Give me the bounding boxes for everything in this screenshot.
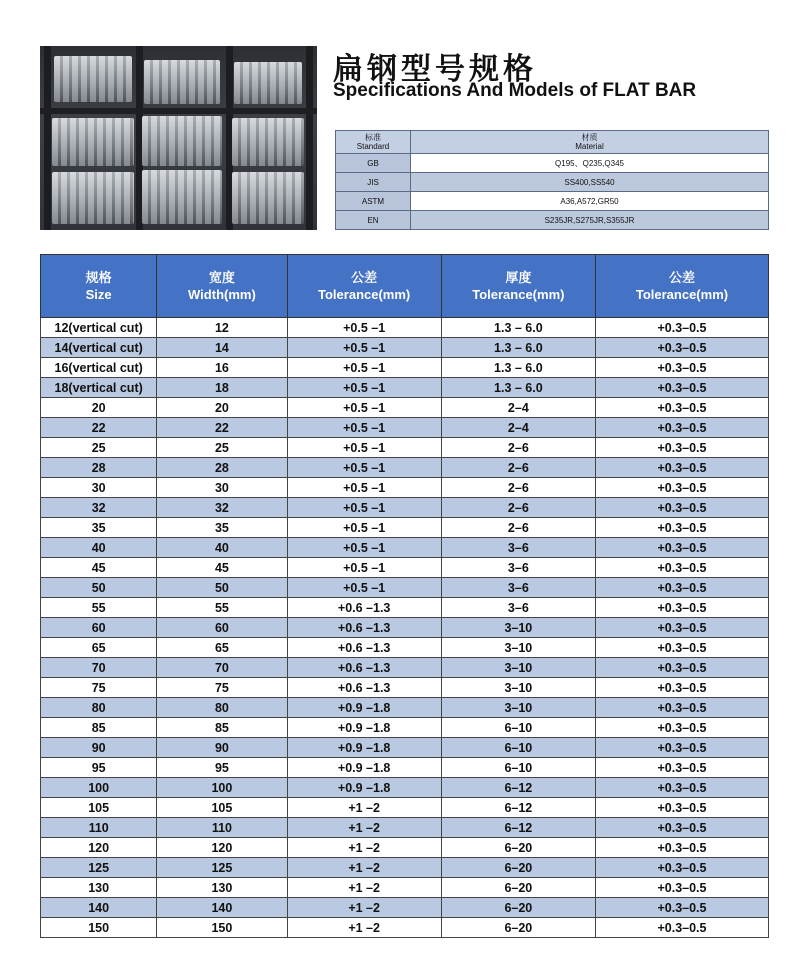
size-cell: 125: [41, 858, 157, 878]
size-cell: 40: [41, 538, 157, 558]
width-cell: 95: [157, 758, 287, 778]
size-cell: 130: [41, 878, 157, 898]
width-tolerance-cell: +0.5 –1: [287, 538, 441, 558]
size-cell: 75: [41, 678, 157, 698]
thickness-cell: 6–12: [441, 778, 595, 798]
header-cn: 宽度: [208, 270, 235, 285]
table-row: [41, 678, 769, 698]
table-row: [41, 658, 769, 678]
width-cell: 40: [157, 538, 287, 558]
width-tolerance-cell: +1 –2: [287, 878, 441, 898]
width-cell: 105: [157, 798, 287, 818]
thickness-cell: 3–6: [441, 598, 595, 618]
size-cell: 30: [41, 478, 157, 498]
table-row: [41, 778, 769, 798]
thickness-cell: 1.3 – 6.0: [441, 318, 595, 338]
width-tolerance-cell: +0.5 –1: [287, 378, 441, 398]
width-tolerance-cell: +0.9 –1.8: [287, 778, 441, 798]
width-cell: 80: [157, 698, 287, 718]
header-cn: 公差: [668, 270, 695, 285]
table-row: [41, 318, 769, 338]
thickness-tolerance-cell: +0.3–0.5: [595, 838, 768, 858]
table-row: [41, 918, 769, 938]
width-tolerance-cell: +0.5 –1: [287, 318, 441, 338]
width-cell: 100: [157, 778, 287, 798]
table-row: [41, 478, 769, 498]
width-tolerance-cell: +0.6 –1.3: [287, 618, 441, 638]
width-cell: 18: [157, 378, 287, 398]
header-cn: 厚度: [505, 270, 532, 285]
thickness-cell: 2–4: [441, 418, 595, 438]
materials-row: [336, 192, 769, 211]
thickness-tolerance-cell: +0.3–0.5: [595, 458, 768, 478]
table-row: [41, 338, 769, 358]
width-tolerance-cell: +0.5 –1: [287, 498, 441, 518]
thickness-cell: 2–6: [441, 458, 595, 478]
width-cell: 140: [157, 898, 287, 918]
materials-row: [336, 173, 769, 192]
flat-bar-photo: [40, 46, 317, 230]
thickness-cell: 3–10: [441, 658, 595, 678]
table-row: [41, 818, 769, 838]
standard-cell: GB: [336, 154, 411, 173]
table-row: [41, 618, 769, 638]
thickness-tolerance-cell: +0.3–0.5: [595, 618, 768, 638]
thickness-tolerance-cell: +0.3–0.5: [595, 678, 768, 698]
thickness-cell: 2–6: [441, 518, 595, 538]
header-width-tolerance: [287, 255, 441, 318]
width-tolerance-cell: +1 –2: [287, 838, 441, 858]
width-tolerance-cell: +0.9 –1.8: [287, 718, 441, 738]
table-row: [41, 838, 769, 858]
table-row: [41, 878, 769, 898]
table-row: [41, 578, 769, 598]
thickness-cell: 6–10: [441, 718, 595, 738]
width-cell: 120: [157, 838, 287, 858]
width-tolerance-cell: +0.9 –1.8: [287, 698, 441, 718]
table-row: [41, 518, 769, 538]
table-row: [41, 638, 769, 658]
materials-header-standard: [336, 131, 411, 154]
header-width: [157, 255, 287, 318]
thickness-tolerance-cell: +0.3–0.5: [595, 758, 768, 778]
header-en: Width(mm): [188, 287, 256, 302]
width-cell: 45: [157, 558, 287, 578]
materials-header-material: [411, 131, 769, 154]
header-en: Size: [85, 287, 112, 302]
thickness-cell: 6–20: [441, 878, 595, 898]
page-title-en: Specifications And Models of FLAT BAR: [333, 80, 697, 101]
thickness-tolerance-cell: +0.3–0.5: [595, 558, 768, 578]
thickness-cell: 6–12: [441, 818, 595, 838]
size-cell: 90: [41, 738, 157, 758]
size-cell: 70: [41, 658, 157, 678]
table-row: [41, 418, 769, 438]
thickness-tolerance-cell: +0.3–0.5: [595, 478, 768, 498]
size-cell: 14(vertical cut): [41, 338, 157, 358]
header-en: Tolerance(mm): [635, 287, 729, 302]
thickness-cell: 2–4: [441, 398, 595, 418]
header-en: Tolerance(mm): [318, 287, 411, 302]
thickness-tolerance-cell: +0.3–0.5: [595, 578, 768, 598]
header-cn: 公差: [351, 270, 378, 285]
thickness-tolerance-cell: +0.3–0.5: [595, 318, 768, 338]
width-tolerance-cell: +0.5 –1: [287, 358, 441, 378]
header-size: [41, 255, 157, 318]
thickness-tolerance-cell: +0.3–0.5: [595, 738, 768, 758]
width-tolerance-cell: +0.5 –1: [287, 458, 441, 478]
thickness-cell: 3–10: [441, 678, 595, 698]
width-cell: 70: [157, 658, 287, 678]
size-cell: 18(vertical cut): [41, 378, 157, 398]
thickness-tolerance-cell: +0.3–0.5: [595, 518, 768, 538]
width-cell: 85: [157, 718, 287, 738]
size-cell: 35: [41, 518, 157, 538]
table-row: [41, 718, 769, 738]
thickness-cell: 6–10: [441, 738, 595, 758]
table-row: [41, 758, 769, 778]
header-thickness: [441, 255, 595, 318]
thickness-tolerance-cell: +0.3–0.5: [595, 898, 768, 918]
thickness-tolerance-cell: +0.3–0.5: [595, 498, 768, 518]
standard-cell: JIS: [336, 173, 411, 192]
header-standard-cn: 标准: [365, 133, 381, 142]
width-tolerance-cell: +1 –2: [287, 858, 441, 878]
width-cell: 14: [157, 338, 287, 358]
thickness-cell: 3–10: [441, 618, 595, 638]
width-cell: 75: [157, 678, 287, 698]
table-row: [41, 458, 769, 478]
table-row: [41, 378, 769, 398]
thickness-tolerance-cell: +0.3–0.5: [595, 918, 768, 938]
width-cell: 110: [157, 818, 287, 838]
width-tolerance-cell: +0.5 –1: [287, 418, 441, 438]
width-tolerance-cell: +0.6 –1.3: [287, 598, 441, 618]
width-tolerance-cell: +0.5 –1: [287, 518, 441, 538]
size-cell: 120: [41, 838, 157, 858]
size-cell: 100: [41, 778, 157, 798]
width-tolerance-cell: +0.6 –1.3: [287, 678, 441, 698]
width-cell: 35: [157, 518, 287, 538]
thickness-cell: 2–6: [441, 438, 595, 458]
thickness-tolerance-cell: +0.3–0.5: [595, 778, 768, 798]
width-tolerance-cell: +0.9 –1.8: [287, 738, 441, 758]
size-cell: 16(vertical cut): [41, 358, 157, 378]
size-cell: 110: [41, 818, 157, 838]
size-cell: 25: [41, 438, 157, 458]
header-material-cn: 材质: [581, 133, 598, 142]
size-cell: 22: [41, 418, 157, 438]
width-cell: 30: [157, 478, 287, 498]
thickness-cell: 6–20: [441, 918, 595, 938]
width-tolerance-cell: +0.5 –1: [287, 478, 441, 498]
thickness-tolerance-cell: +0.3–0.5: [595, 818, 768, 838]
width-tolerance-cell: +1 –2: [287, 818, 441, 838]
size-cell: 85: [41, 718, 157, 738]
header-cn: 规格: [85, 270, 112, 285]
table-row: [41, 698, 769, 718]
table-row: [41, 358, 769, 378]
width-tolerance-cell: +0.6 –1.3: [287, 658, 441, 678]
width-tolerance-cell: +0.9 –1.8: [287, 758, 441, 778]
size-cell: 12(vertical cut): [41, 318, 157, 338]
width-cell: 90: [157, 738, 287, 758]
thickness-cell: 2–6: [441, 498, 595, 518]
width-cell: 55: [157, 598, 287, 618]
materials-table: [335, 130, 769, 230]
width-cell: 32: [157, 498, 287, 518]
thickness-tolerance-cell: +0.3–0.5: [595, 658, 768, 678]
thickness-tolerance-cell: +0.3–0.5: [595, 538, 768, 558]
material-cell: S235JR,S275JR,S355JR: [411, 211, 769, 230]
thickness-cell: 6–10: [441, 758, 595, 778]
width-tolerance-cell: +0.5 –1: [287, 558, 441, 578]
thickness-cell: 6–20: [441, 858, 595, 878]
materials-header-row: [336, 131, 769, 154]
table-row: [41, 558, 769, 578]
thickness-tolerance-cell: +0.3–0.5: [595, 438, 768, 458]
thickness-tolerance-cell: +0.3–0.5: [595, 598, 768, 618]
header-material-en: Material: [575, 142, 604, 151]
thickness-cell: 6–12: [441, 798, 595, 818]
thickness-tolerance-cell: +0.3–0.5: [595, 398, 768, 418]
thickness-cell: 3–6: [441, 578, 595, 598]
width-tolerance-cell: +0.5 –1: [287, 578, 441, 598]
thickness-tolerance-cell: +0.3–0.5: [595, 378, 768, 398]
standard-cell: ASTM: [336, 192, 411, 211]
width-tolerance-cell: +0.5 –1: [287, 398, 441, 418]
table-row: [41, 598, 769, 618]
thickness-cell: 6–20: [441, 838, 595, 858]
width-cell: 130: [157, 878, 287, 898]
material-cell: SS400,SS540: [411, 173, 769, 192]
size-cell: 32: [41, 498, 157, 518]
size-cell: 50: [41, 578, 157, 598]
header-thickness-tolerance: [595, 255, 768, 318]
table-row: [41, 798, 769, 818]
width-cell: 65: [157, 638, 287, 658]
thickness-tolerance-cell: +0.3–0.5: [595, 878, 768, 898]
width-cell: 50: [157, 578, 287, 598]
size-cell: 55: [41, 598, 157, 618]
size-cell: 140: [41, 898, 157, 918]
size-cell: 65: [41, 638, 157, 658]
thickness-cell: 3–10: [441, 698, 595, 718]
size-cell: 60: [41, 618, 157, 638]
standard-cell: EN: [336, 211, 411, 230]
thickness-cell: 6–20: [441, 898, 595, 918]
size-cell: 80: [41, 698, 157, 718]
table-row: [41, 738, 769, 758]
table-row: [41, 398, 769, 418]
table-row: [41, 438, 769, 458]
size-cell: 28: [41, 458, 157, 478]
width-tolerance-cell: +0.6 –1.3: [287, 638, 441, 658]
thickness-tolerance-cell: +0.3–0.5: [595, 698, 768, 718]
size-cell: 150: [41, 918, 157, 938]
header-standard-en: Standard: [356, 142, 390, 151]
thickness-cell: 1.3 – 6.0: [441, 338, 595, 358]
header-en: Tolerance(mm): [472, 287, 565, 302]
width-tolerance-cell: +0.5 –1: [287, 438, 441, 458]
width-tolerance-cell: +1 –2: [287, 898, 441, 918]
width-cell: 12: [157, 318, 287, 338]
thickness-tolerance-cell: +0.3–0.5: [595, 418, 768, 438]
thickness-cell: 3–6: [441, 558, 595, 578]
thickness-tolerance-cell: +0.3–0.5: [595, 858, 768, 878]
size-cell: 20: [41, 398, 157, 418]
materials-row: [336, 211, 769, 230]
spec-table: [40, 254, 769, 938]
width-tolerance-cell: +1 –2: [287, 798, 441, 818]
table-row: [41, 858, 769, 878]
thickness-cell: 2–6: [441, 478, 595, 498]
thickness-tolerance-cell: +0.3–0.5: [595, 358, 768, 378]
width-cell: 150: [157, 918, 287, 938]
table-row: [41, 538, 769, 558]
material-cell: Q195、Q235,Q345: [411, 154, 769, 173]
table-row: [41, 898, 769, 918]
width-tolerance-cell: +0.5 –1: [287, 338, 441, 358]
spec-table-body: [41, 318, 769, 938]
page-title-cn: 扁钢型号规格: [333, 52, 537, 87]
materials-row: [336, 154, 769, 173]
width-cell: 60: [157, 618, 287, 638]
width-cell: 25: [157, 438, 287, 458]
spec-header-row: [41, 255, 769, 318]
thickness-tolerance-cell: +0.3–0.5: [595, 718, 768, 738]
thickness-cell: 3–6: [441, 538, 595, 558]
thickness-tolerance-cell: +0.3–0.5: [595, 338, 768, 358]
width-cell: 22: [157, 418, 287, 438]
thickness-tolerance-cell: +0.3–0.5: [595, 638, 768, 658]
width-cell: 16: [157, 358, 287, 378]
size-cell: 105: [41, 798, 157, 818]
thickness-cell: 3–10: [441, 638, 595, 658]
thickness-cell: 1.3 – 6.0: [441, 378, 595, 398]
width-cell: 20: [157, 398, 287, 418]
thickness-cell: 1.3 – 6.0: [441, 358, 595, 378]
thickness-tolerance-cell: +0.3–0.5: [595, 798, 768, 818]
table-row: [41, 498, 769, 518]
width-cell: 28: [157, 458, 287, 478]
width-tolerance-cell: +1 –2: [287, 918, 441, 938]
material-cell: A36,A572,GR50: [411, 192, 769, 211]
width-cell: 125: [157, 858, 287, 878]
size-cell: 45: [41, 558, 157, 578]
size-cell: 95: [41, 758, 157, 778]
